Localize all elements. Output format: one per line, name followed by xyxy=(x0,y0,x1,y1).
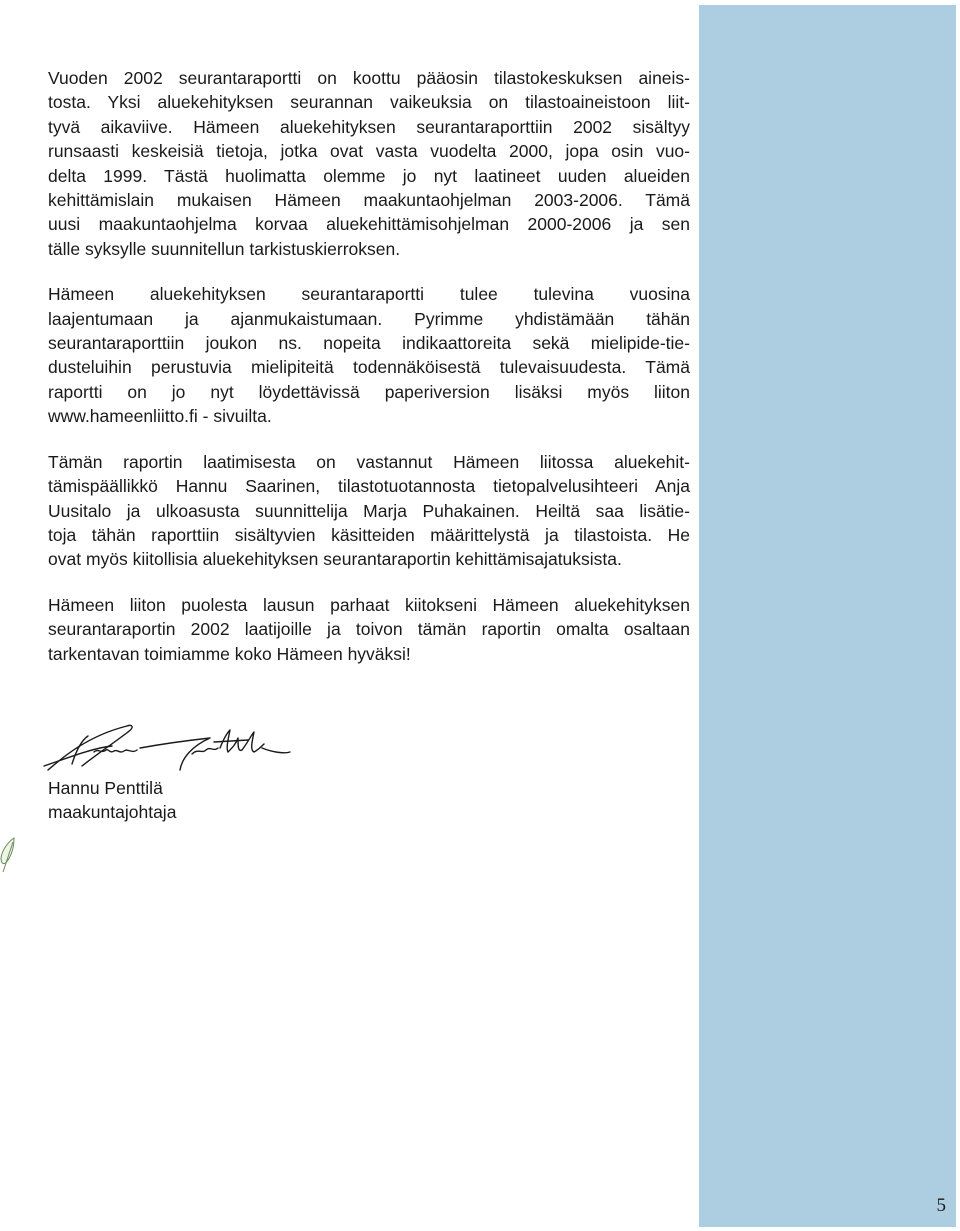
text-line: delta 1999. Tästä huolimatta olemme jo nyt laatineet uuden alueiden xyxy=(48,165,690,186)
text-line: Hämeen liiton puolesta lausun parhaat kiitokseni Hämeen aluekehityksen xyxy=(48,594,690,615)
text-line: tämispäällikkö Hannu Saarinen, tilastotuotannosta tietopalvelusihteeri Anja xyxy=(48,476,690,497)
text-line: Tämän raportin laatimisesta on vastannut Hämeen liitossa aluekehit- xyxy=(48,451,690,472)
text-line: dusteluihin perustuvia mielipiteitä todennäköisestä tulevaisuudesta. Tämä xyxy=(48,357,690,378)
text-line: seurantaraportin 2002 laatijoille ja toivon tämän raportin omalta osaltaan xyxy=(48,619,690,640)
text-line: uusi maakuntaohjelma korvaa aluekehittämisohjelman 2000-2006 ja sen xyxy=(48,214,690,235)
sidebar-decoration xyxy=(699,5,956,1227)
text-line: kehittämislain mukaisen Hämeen maakuntaohjelman 2003-2006. Tämä xyxy=(48,190,690,211)
text-line: tosta. Yksi aluekehityksen seurannan vaikeuksia on tilastoaineistoon liit- xyxy=(48,92,690,113)
page-number: 5 xyxy=(936,1195,946,1216)
text-line: toja tähän raporttiin sisältyvien käsitteiden määrittelystä ja tilastoista. He xyxy=(48,524,690,545)
leaf-icon xyxy=(0,836,16,876)
text-line: www.hameenliitto.fi - sivuilta. xyxy=(48,406,272,427)
text-line: tarkentavan toimiamme koko Hämeen hyväksi! xyxy=(48,643,411,664)
text-line: tälle syksylle suunnitellun tarkistuskierroksen. xyxy=(48,238,401,259)
text-line: tyvä aikaviive. Hämeen aluekehityksen seurantaraporttiin 2002 sisältyy xyxy=(48,116,690,137)
paragraph-4 xyxy=(48,593,690,666)
text-line: seurantaraporttiin joukon ns. nopeita indikaattoreita sekä mielipide-tie- xyxy=(48,333,690,354)
paragraph-3 xyxy=(48,450,690,572)
signatory-name: Hannu Penttilä xyxy=(48,778,163,798)
text-line: ovat myös kiitollisia aluekehityksen seurantaraportin kehittämisajatuksista. xyxy=(48,549,622,570)
handwritten-signature xyxy=(42,718,292,780)
text-line: Vuoden 2002 seurantaraportti on koottu pääosin tilastokeskuksen aineis- xyxy=(48,68,690,88)
text-line: raportti on jo nyt löydettävissä paperiversion lisäksi myös liiton xyxy=(48,381,690,402)
letter-body xyxy=(48,66,690,687)
paragraph-1 xyxy=(48,66,690,261)
paragraph-2 xyxy=(48,282,690,428)
signatory-title: maakuntajohtaja xyxy=(48,802,177,822)
text-line: runsaasti keskeisiä tietoja, jotka ovat vasta vuodelta 2000, jopa osin vuo- xyxy=(48,141,690,162)
text-line: Hämeen aluekehityksen seurantaraportti tulee tulevina vuosina xyxy=(48,284,690,305)
text-line: laajentumaan ja ajanmukaistumaan. Pyrimme yhdistämään tähän xyxy=(48,308,690,329)
text-line: Uusitalo ja ulkoasusta suunnittelija Marja Puhakainen. Heiltä saa lisätie- xyxy=(48,500,690,521)
